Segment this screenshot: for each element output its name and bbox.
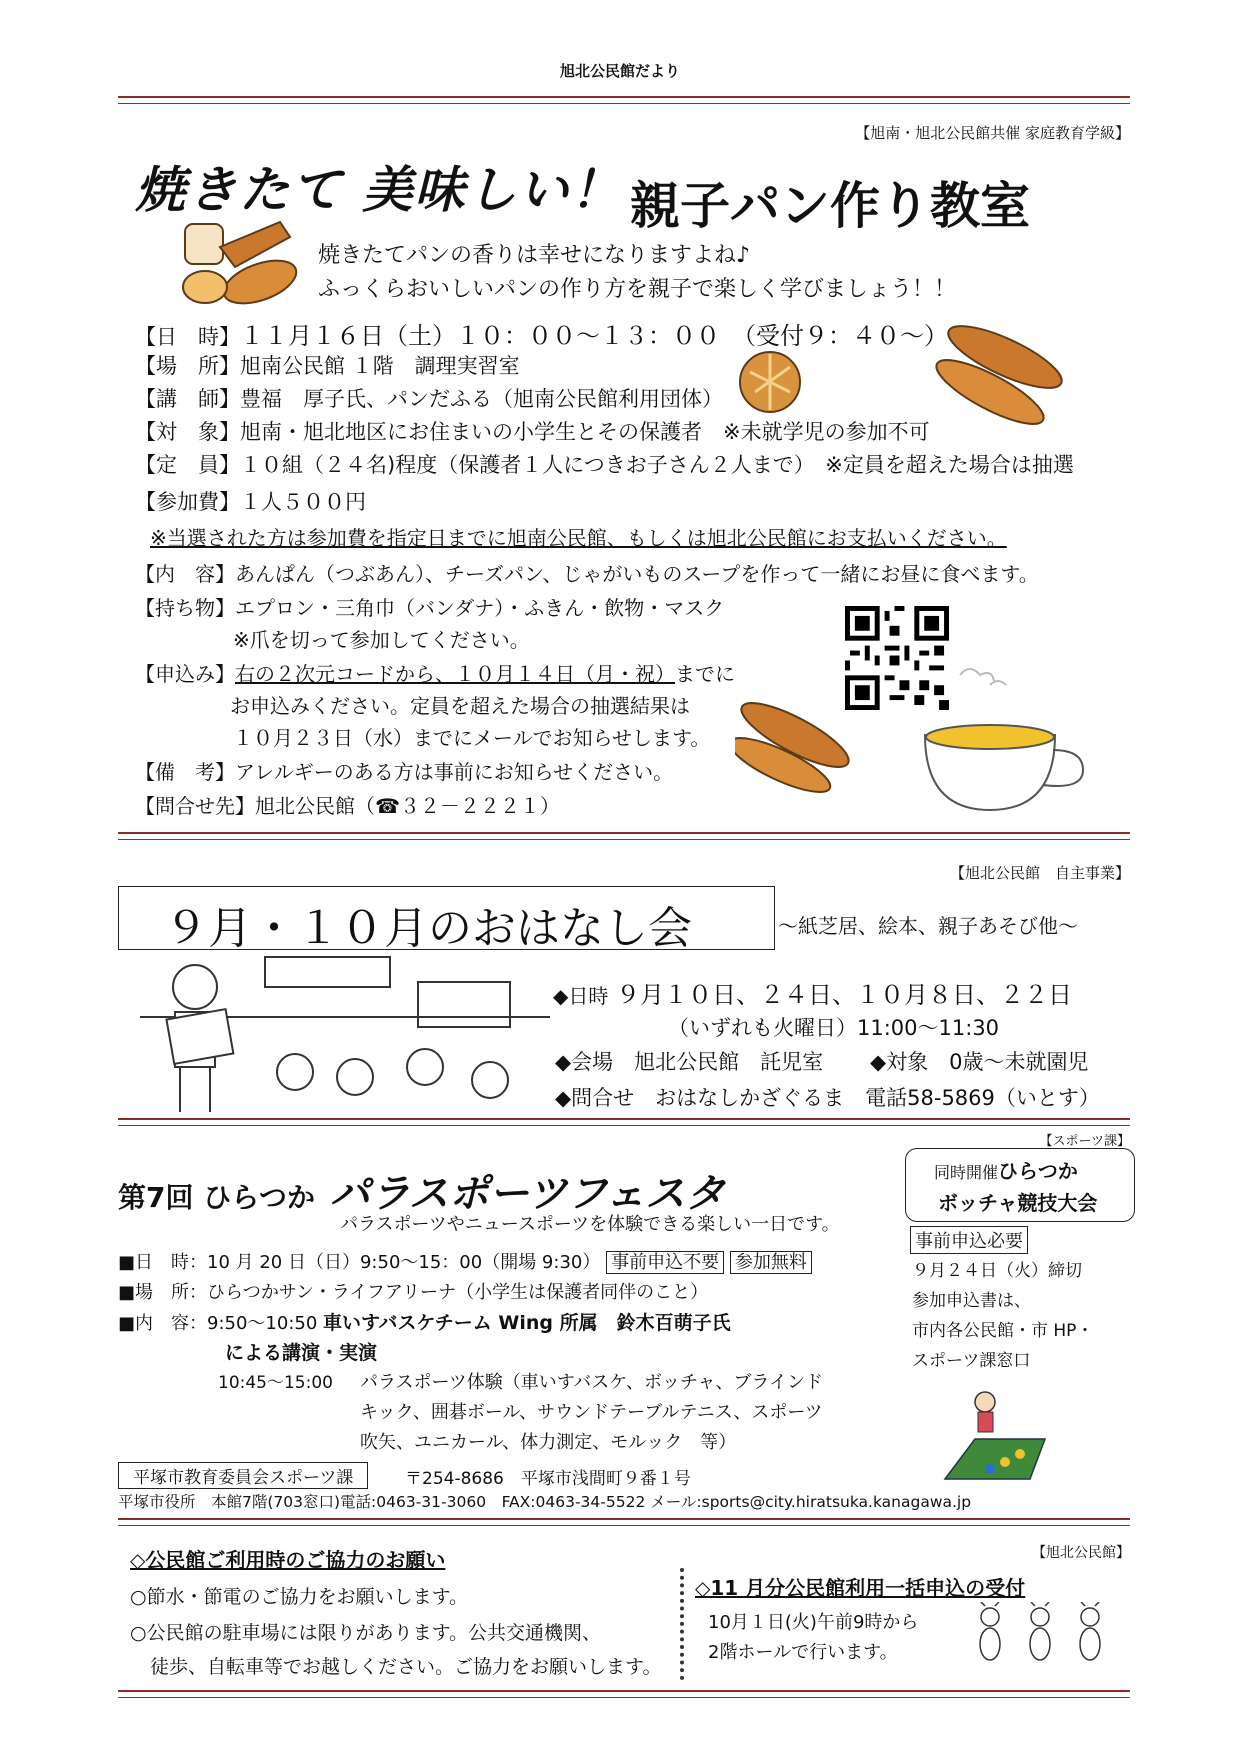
story-date-value: ９月１０日、２４日、１０月８日、２２日 [616,981,1073,1009]
footer-left-1: ○節水・節電のご協力をお願いします。 [130,1586,469,1608]
row-value: 旭南・旭北地区にお住まいの小学生とその保護者 ※未就学児の参加不可 [240,420,930,444]
footer-left-3: 徒歩、自転車等でお越しください。ご協力をお願いします。 [150,1656,662,1678]
rule [118,832,1130,840]
story-date-note: （いずれも火曜日）11:00～11:30 [668,1016,1000,1040]
no-registration-badge: 事前申込不要 [606,1251,724,1274]
row-label: 【参加費】 [135,490,240,514]
sports-date-row [118,1248,812,1274]
bread-intro-1: 焼きたてパンの香りは幸せになりますよね♪ [318,243,751,268]
boccia-concurrent: 同時開催 [934,1163,999,1182]
sports-tag: 【スポーツ課】 [1039,1134,1130,1149]
row-value: 旭北公民館（☎３２－２２２１） [255,794,560,818]
bread-row-bring [135,592,724,621]
boccia-box [905,1148,1135,1222]
bread-row-fee [135,486,366,516]
registration-required-badge: 事前申込必要 [910,1226,1028,1254]
story-title-box [118,886,775,954]
row-label: 【問合せ先】 [135,794,255,818]
footer-left-2: ○公民館の駐車場には限りがあります。公共交通機関、 [130,1622,602,1644]
sports-lead: パラスポーツやニュースポーツを体験できる楽しい一日です。 [340,1214,840,1235]
row-value: １人５００円 [240,490,366,514]
sports-content-3a: パラスポーツ体験（車いすバスケ、ボッチャ、ブラインド [360,1372,823,1393]
sports-content-3b: キック、囲碁ボール、サウンドテーブルテニス、スポーツ [360,1402,823,1423]
bread-tag: 【旭南・旭北公民館共催 家庭教育学級】 [855,124,1130,142]
row-label: 【日 時】 [135,325,240,349]
newsletter-title: 旭北公民館だより [559,62,680,80]
footer-right-title: ◇11 月分公民館利用一括申込の受付 [695,1576,1026,1600]
musicians-illustration [965,1602,1120,1672]
row-label: 【持ち物】 [135,596,235,620]
bread-row-apply [135,658,735,687]
sports-venue: ■場 所：ひらつかサン・ライフアリーナ（小学生は保護者同伴のこと） [118,1282,709,1303]
bread-row-contact [135,790,560,819]
story-target: ◆対象 0歳～未就園児 [870,1050,1089,1074]
sports-content-1 [118,1308,731,1335]
boccia-line-2: ボッチャ競技大会 [938,1191,1098,1215]
footer-right-1: 10月１日(火)午前9時から [708,1612,919,1633]
story-tag: 【旭北公民館 自主事業】 [949,864,1130,882]
boccia-deadline: ９月２４日（火）締切 [912,1261,1082,1281]
row-value: １１月１６日（土）１０：００～１３：００ （受付９：４０～） [240,322,948,350]
boccia-illustration [935,1384,1050,1494]
sports-content-3c: 吹矢、ユニカール、体力測定、モルック 等） [360,1432,737,1453]
storytime-illustration [140,952,550,1122]
boccia-city: ひらつか [998,1159,1078,1183]
bread-row-place [135,350,520,380]
bread-apply-2: お申込みください。定員を超えた場合の抽選結果は [230,694,690,718]
footer-tag: 【旭北公民館】 [1032,1545,1130,1561]
boccia-text-2: 市内各公民館・市 HP・ [912,1321,1094,1341]
rule [118,1518,1130,1526]
row-label: 【定 員】 [135,453,240,477]
footer-right-2: 2階ホールで行います。 [708,1642,898,1663]
sports-content-2: による講演・実演 [225,1342,378,1364]
bread-illustration [175,212,300,312]
row-value: 豊福 厚子氏、パンだふる（旭南公民館利用団体） [240,387,723,411]
bread-bring-note: ※爪を切って参加してください。 [233,628,530,652]
boccia-text-1: 参加申込書は、 [912,1291,1031,1311]
story-subtitle: ～紙芝居、絵本、親子あそび他～ [778,914,1078,938]
row-value: 旭南公民館 １階 調理実習室 [240,354,520,378]
baguette-illustration [735,312,1085,432]
boccia-line-1 [934,1155,1078,1184]
story-venue: ◆会場 旭北公民館 託児室 [555,1050,824,1074]
bread-intro-2: ふっくらおいしいパンの作り方を親子で楽しく学びましょう！！ [318,277,957,302]
footer-divider [680,1568,684,1680]
story-date-label: ◆日時 [553,984,609,1008]
sports-content-speaker: 車いすバスケチーム Wing 所属 鈴木百萌子氏 [323,1312,731,1334]
sports-org-box: 平塚市教育委員会スポーツ課 [118,1462,368,1489]
bread-row-capacity [135,449,1074,479]
sports-content-time: ■内 容：9:50～10:50 [118,1313,318,1334]
rule [118,1118,1130,1126]
bread-headline-left: 焼きたて 美味しい！ [135,161,623,219]
sports-date: ■日 時：10 月 20 日（日）9:50～15：00（開場 9:30） [118,1252,601,1273]
row-value: アレルギーのある方は事前にお知らせください。 [235,760,674,784]
sports-content-3-time: 10:45～15:00 [218,1373,333,1393]
boccia-text-3: スポーツ課窓口 [912,1351,1031,1371]
bread-headline-right: 親子パン作り教室 [630,177,1030,235]
footer-left-title: ◇公民館ご利用時のご協力のお願い [130,1548,446,1572]
sports-title-prefix: 第7回 ひらつか [118,1181,315,1214]
row-label: 【申込み】 [135,662,235,686]
row-label: 【講 師】 [135,387,240,411]
row-value: １０組（２４名)程度（保護者１人につきお子さん２人まで） ※定員を超えた場合は抽選 [240,453,1074,477]
row-label: 【内 容】 [135,562,235,586]
story-title: ９月・１０月のおはなし会 [164,903,692,954]
bread-row-teacher [135,383,723,413]
bread-apply-3: １０月２３日（水）までにメールでお知らせします。 [233,726,711,750]
row-value: エプロン・三角巾（バンダナ）・ふきん・飲物・マスク [235,596,725,620]
sports-org-address: 〒254-8686 平塚市浅間町９番１号 [405,1469,691,1489]
free-badge: 参加無料 [730,1251,812,1274]
story-date [553,975,1072,1010]
bread-row-content [135,558,1039,587]
story-contact: ◆問合せ おはなしかざぐるま 電話58-5869（いとす） [555,1086,1100,1110]
sports-org-contact: 平塚市役所 本館7階(703窓口)電話:0463-31-3060 FAX:0463-34-5522 メール:sports@city.hiratsuka.kanagawa.jp [118,1493,972,1511]
rule [118,96,1130,104]
bread-row-remarks [135,756,673,785]
sports-title-main: パラスポーツフェスタ [330,1171,726,1217]
row-label: 【場 所】 [135,354,240,378]
rule [118,1690,1130,1698]
row-label: 【対 象】 [135,420,240,444]
bread-payment-note: ※当選された方は参加費を指定日までに旭南公民館、もしくは旭北公民館にお支払いください。 [150,526,1007,550]
soup-illustration [735,655,1115,815]
row-value: までに [675,662,735,686]
row-label: 【備 考】 [135,760,235,784]
row-value: 右の２次元コードから、１０月１４日（月・祝） [235,662,675,686]
row-value: あんぱん（つぶあん）、チーズパン、じゃがいものスープを作って一緒にお昼に食べます。 [235,562,1039,586]
